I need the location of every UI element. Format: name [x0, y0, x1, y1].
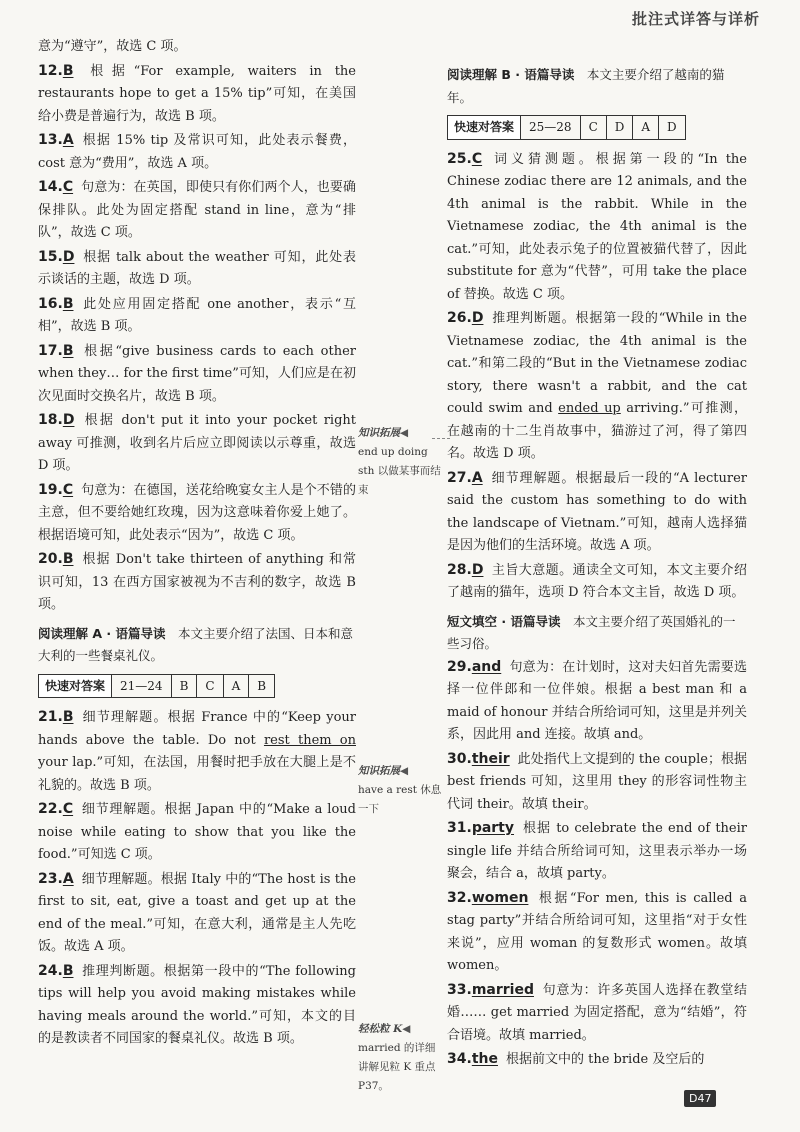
- answer-19: 19.C 句意为：在德国，送花给晚宴女主人是个不错的主意，但不要给她红玫瑰，因为这意味着你爱上她了。根据语境可知，此处表示“因为”，故选 C 项。: [38, 481, 356, 543]
- page-number: D47: [684, 1090, 716, 1107]
- intro-text: 意为“遵守”，故选 C 项。: [38, 39, 187, 54]
- answer-24: 24.B 推理判断题。根据第一段中的“The following tips will help you avoid making mistakes while having meals around the world.”可知，本文的目的是教读者不同国家的餐桌礼仪。故选 B 项。: [38, 962, 356, 1046]
- margin-note-married: 轻松粒 K◀ married 的详细讲解见粒 K 重点 P37。: [358, 1023, 436, 1092]
- answer-13: 13.A 根据 15% tip 及常识可知，此处表示餐费，cost 意为“费用”，故选 A 项。: [38, 132, 356, 171]
- answer-range: 21—24: [112, 674, 172, 698]
- section-reading-a: 阅读理解 A · 语篇导读 本文主要介绍了法国、日本和意大利的一些餐桌礼仪。: [38, 625, 354, 663]
- answer-21: 21.B 细节理解题。根据 France 中的“Keep your hands above the table. Do not rest them on your lap.”可知，在法国，用餐时把手放在大腿上是不礼貌的。故选 B 项。: [38, 709, 356, 793]
- answer-16: 16.B 此处应用固定搭配 one another，表示“互相”，故选 B 项。: [38, 295, 356, 334]
- left-column: [38, 36, 356, 1052]
- answer-cell: D: [606, 116, 633, 140]
- answer-29: 29.and 句意为：在计划时，这对夫妇首先需要选择一位伴郎和一位伴娘。根据 a best man 和 a maid of honour 并结合所给词可知，这里是并列关系，因此用 and 连接。故填 and。: [447, 658, 747, 742]
- underlined-phrase: ended up: [558, 401, 621, 416]
- answer-12: 12.B 根据“For example, waiters in the restaurants hope to get a 15% tip”可知，在美国给小费是普遍行为，故选 B 项。: [38, 62, 356, 124]
- answer-cell: A: [223, 674, 249, 698]
- answer-range: 25—28: [521, 116, 581, 140]
- arrow-left-icon: ◀: [402, 1023, 411, 1035]
- margin-note-end-up: 知识拓展◀ end up doing sth 以做某事而结束: [358, 427, 441, 496]
- answer-cell: B: [249, 674, 275, 698]
- answer-23: 23.A 细节理解题。根据 Italy 中的“The host is the first to sit, eat, give a toast and get up at the end of the meal.”可知，在意大利，通常是主人先吃饭。故选 A 项。: [38, 870, 356, 954]
- answer-27: 27.A 细节理解题。根据最后一段的“A lecturer said the custom has something to do with the landscape of Vietnam.”可知，越南人选择猫是因为他们的生活环境。故选 A 项。: [447, 469, 747, 553]
- answer-15: 15.D 根据 talk about the weather 可知，此处表示谈话的主题，故选 D 项。: [38, 248, 356, 287]
- answer-34: 34.the 根据前文中的 the bride 及空后的: [447, 1051, 705, 1067]
- answer-cell: D: [659, 116, 686, 140]
- answer-33: 33.married 句意为：许多英国人选择在教堂结婚…… get married 为固定搭配，意为“结婚”，符合语境。故填 married。: [447, 981, 747, 1043]
- margin-note-have-a-rest: 知识拓展◀ have a rest 休息一下: [358, 765, 442, 815]
- answer-cell: C: [197, 674, 223, 698]
- answer-18: 18.D 根据 don't put it into your pocket right away 可推测，收到名片后应立即阅读以示尊重，故选 D 项。: [38, 412, 356, 473]
- answer-28: 28.D 主旨大意题。通读全文可知，本文主要介绍了越南的猫年，选项 D 符合本文主旨，故选 D 项。: [447, 561, 747, 600]
- answer-17: 17.B 根据“give business cards to each other when they… for the first time”可知，人们应是在初次见面时交换名片，故选 B 项。: [38, 342, 356, 404]
- section-cloze: 短文填空 · 语篇导读 本文主要介绍了英国婚礼的一些习俗。: [447, 613, 736, 651]
- answer-22: 22.C 细节理解题。根据 Japan 中的“Make a loud noise while eating to show that you like the food.”可知选 C 项。: [38, 801, 356, 862]
- answer-cell: A: [633, 116, 659, 140]
- answer-14: 14.C 句意为：在英国，即使只有你们两个人，也要确保排队。此处为固定搭配 stand in line，意为“排队”，故选 C 项。: [38, 179, 356, 240]
- arrow-left-icon: ◀: [400, 427, 409, 439]
- answer-cell: B: [171, 674, 197, 698]
- right-column: [447, 64, 747, 1073]
- section-reading-b: 阅读理解 B · 语篇导读 本文主要介绍了越南的猫年。: [447, 67, 725, 105]
- quick-answer-table-b: [447, 115, 686, 140]
- arrow-left-icon: ◀: [400, 765, 409, 777]
- answer-26: 26.D 推理判断题。根据第一段的“While in the Vietnamese zodiac, the 4th animal is the cat.”和第二段的“But in the Vietnamese zodiac story, there wasn't a rabbit, and the cat could swim and ended up arriving.”可推测，在越南的十二生肖故事中，猫游过了河，得了第四名。故选 D 项。: [447, 310, 747, 461]
- answer-cell: C: [580, 116, 606, 140]
- quick-answer-table-a: [38, 674, 275, 699]
- answer-20: 20.B 根据 Don't take thirteen of anything 和常识可知，13 在西方国家被视为不吉利的数字，故选 B 项。: [38, 551, 356, 612]
- answer-31: 31.party 根据 to celebrate the end of their single life 并结合所给词可知，这里表示举办一场聚会，结合 a，故填 party。: [447, 820, 747, 881]
- answer-30: 30.their 此处指代上文提到的 the couple；根据 best friends 可知，这里用 they 的形容词性物主代词 their。故填 their。: [447, 750, 747, 812]
- answer-32: 32.women 根据“For men, this is called a stag party”并结合所给词可知，这里指“对于女性来说”，应用 woman 的复数形式 women。故填 women。: [447, 889, 747, 973]
- quick-answer-label: 快速对答案: [39, 674, 112, 698]
- underlined-phrase: rest them on: [263, 732, 356, 748]
- quick-answer-label: 快速对答案: [448, 116, 521, 140]
- page-header: 批注式详答与详析: [631, 10, 760, 28]
- answer-25: 25.C 词义猜测题。根据第一段的“In the Chinese zodiac there are 12 animals, and the 4th animal is the rabbit. While in the Vietnamese zodiac, the 4th animal is the cat.”可知，此处表示兔子的位置被猫代替了，因此 substitute for 意为“代替”，可用 take the place of 替换。故选 C 项。: [447, 150, 747, 302]
